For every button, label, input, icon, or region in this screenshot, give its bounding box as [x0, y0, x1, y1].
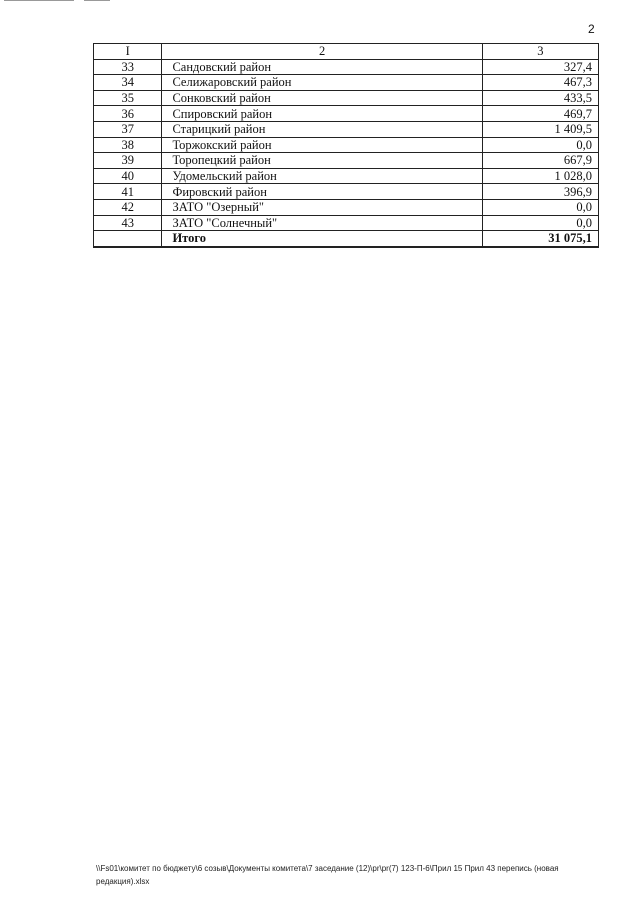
- total-row: [94, 231, 599, 247]
- table-row: [94, 121, 599, 137]
- amount-cell: 667,9: [482, 153, 598, 169]
- amount-cell: 31 075,1: [482, 231, 598, 247]
- table-row: [94, 168, 599, 184]
- amount-cell: 0,0: [482, 199, 598, 215]
- row-number-cell: 43: [94, 215, 162, 231]
- table-row: [94, 137, 599, 153]
- amount-cell: 467,3: [482, 75, 598, 91]
- table-row: [94, 199, 599, 215]
- district-name-cell: Спировский район: [162, 106, 482, 122]
- scan-edge-mark-right: [84, 0, 110, 1]
- amount-cell: 0,0: [482, 137, 598, 153]
- amount-cell: 1 028,0: [482, 168, 598, 184]
- amount-cell: 396,9: [482, 184, 598, 200]
- district-name-cell: ЗАТО "Озерный": [162, 199, 482, 215]
- row-number-cell: 37: [94, 121, 162, 137]
- table-row: [94, 106, 599, 122]
- amount-cell: 1 409,5: [482, 121, 598, 137]
- district-name-cell: Селижаровский район: [162, 75, 482, 91]
- row-number-cell: 42: [94, 199, 162, 215]
- file-path-footer: \\Fs01\комитет по бюджету\6 созыв\Документы комитета\7 заседание (12)\pr\pr(7) 123-П-6\Прил 15 Прил 43 перепись (новая редакция).xlsx: [96, 864, 559, 886]
- table-row: [94, 75, 599, 91]
- amount-cell: 0,0: [482, 215, 598, 231]
- district-name-cell: ЗАТО "Солнечный": [162, 215, 482, 231]
- row-number-cell: 36: [94, 106, 162, 122]
- row-number-cell: 33: [94, 59, 162, 75]
- district-name-cell: Старицкий район: [162, 121, 482, 137]
- row-number-cell: 39: [94, 153, 162, 169]
- row-number-cell: 34: [94, 75, 162, 91]
- district-name-cell: Торопецкий район: [162, 153, 482, 169]
- row-number-cell: 38: [94, 137, 162, 153]
- district-name-cell: Торжокский район: [162, 137, 482, 153]
- table-row: [94, 215, 599, 231]
- district-table: [93, 43, 599, 248]
- header-cell-col-2: 2: [162, 44, 482, 60]
- table-row: [94, 184, 599, 200]
- row-number-cell: 41: [94, 184, 162, 200]
- amount-cell: 433,5: [482, 90, 598, 106]
- amount-cell: 469,7: [482, 106, 598, 122]
- district-name-cell: Сонковский район: [162, 90, 482, 106]
- district-name-cell: Удомельский район: [162, 168, 482, 184]
- header-cell-col-3: 3: [482, 44, 598, 60]
- district-name-cell: Сандовский район: [162, 59, 482, 75]
- scan-edge-mark-left: [4, 0, 74, 1]
- amount-cell: 327,4: [482, 59, 598, 75]
- district-name-cell: Фировский район: [162, 184, 482, 200]
- row-number-cell: 40: [94, 168, 162, 184]
- table-row: [94, 59, 599, 75]
- district-name-cell: Итого: [162, 231, 482, 247]
- header-cell-col-1: I: [94, 44, 162, 60]
- page-number: 2: [588, 22, 595, 36]
- row-number-cell: [94, 231, 162, 247]
- table-header-row: [94, 44, 599, 60]
- table-row: [94, 90, 599, 106]
- row-number-cell: 35: [94, 90, 162, 106]
- table-row: [94, 153, 599, 169]
